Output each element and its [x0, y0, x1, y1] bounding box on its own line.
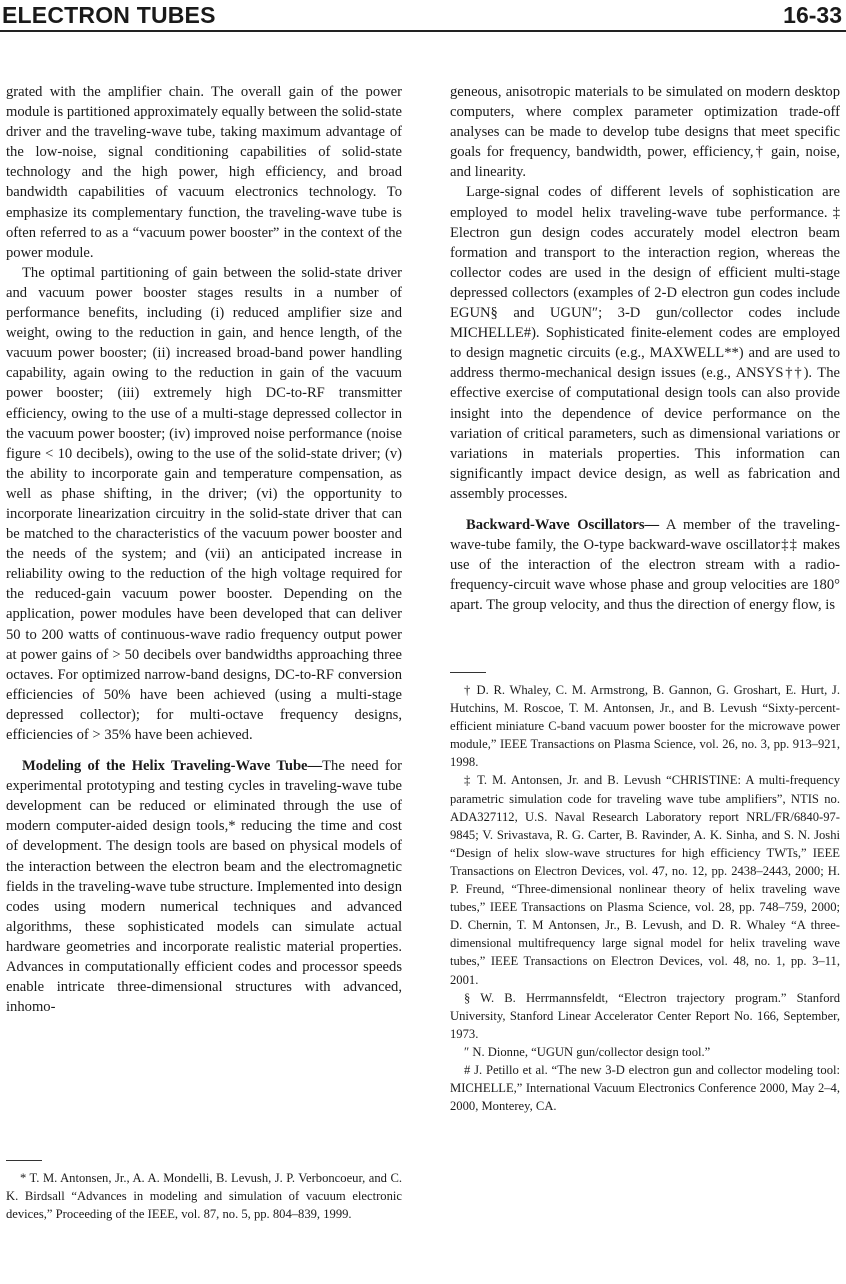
body-paragraph: grated with the amplifier chain. The overall gain of the power module is partitioned approximately equally between the solid-state driver and the traveling-wave tube, taking maximum advantage of the low-noise, signal conditioning capabilities of solid-state technology and the high power, high efficiency, and broad bandwidth capabilities of vacuum electronics technology. To emphasize its complementary function, the traveling-wave tube is often referred to as a “vacuum power booster” in the context of the power module. — [6, 84, 402, 261]
header-rule — [0, 30, 846, 32]
section-title: ELECTRON TUBES — [2, 2, 216, 28]
left-column — [6, 82, 402, 1017]
footnote: ‡ T. M. Antonsen, Jr. and B. Levush “CHRISTINE: A multi-frequency parametric simulation code for traveling wave tube amplifiers”, NTIS no. ADA327112, U.S. Naval Research Laboratory report NRL/FR/6840-97-9845; V. Srivastava, R. G. Carter, B. Ravinder, A. K. Sinha, and S. N. Joshi “Design of helix slow-wave structures for high efficiency TWTs,” IEEE Transactions on Electron Devices, vol. 47, no. 12, pp. 2438–2443, 2000; H. P. Freund, “Three-dimensional nonlinear theory of helix traveling wave tubes,” IEEE Transactions on Plasma Science, vol. 28, pp. 748–759, 2000; D. Chernin, T. M Antonsen, Jr., B. Levush, and D. R. Whaley “A three-dimensional multifrequency large signal model for helix traveling wave tubes,” IEEE Transactions on Electron Devices, vol. 48, no. 1, pp. 3–11, 2001. — [450, 773, 840, 987]
body-paragraph: Large-signal codes of different levels of sophistication are employed to model helix traveling-wave tube performance.‡ Electron gun design codes accurately model electron beam formation and transport to the interaction region, whereas the collector codes are used in the design of efficient multi-stage depressed collectors (examples of 2-D electron gun codes include EGUN§ and UGUN″; 3-D gun/collector codes include MICHELLE#). Sophisticated finite-element codes are employed to design magnetic circuits (e.g., MAXWELL**) and are used to address thermo-mechanical design issues (e.g., ANSYS††). The effective exercise of computational design tools can also provide insight into the dependence of device performance on the variation of critical parameters, such as dimensional variations or variations in materials properties. This information can significantly impact device design, as well as fabrication and assembly processes. — [450, 184, 840, 502]
footnote: ″ N. Dionne, “UGUN gun/collector design tool.” — [464, 1044, 711, 1059]
footnote: * T. M. Antonsen, Jr., A. A. Mondelli, B. Levush, J. P. Verboncoeur, and C. K. Birdsall “Advances in modeling and simulation of vacuum electronic devices,” Proceeding of the IEEE, vol. 87, no. 5, pp. 804–839, 1999. — [6, 1171, 402, 1222]
section-text: The need for experimental prototyping and testing cycles in traveling-wave tube development can be reduced or eliminated through the use of modern computer-aided design tools,* reducing the time and cost of development. The design tools are based on physical models of the interaction between the electron beam and the electromagnetic fields in the traveling-wave tube structure. Implemented into design codes using modern numerical techniques and advanced algorithms, these sophisticated models can simulate actual hardware geometries and incorporate realistic material properties. Advances in computationally efficient codes and processor speeds enable intricate three-dimensional structures with advanced, inhomo- — [6, 758, 402, 1016]
footnote: # J. Petillo et al. “The new 3-D electron gun and collector modeling tool: MICHELLE,” International Vacuum Electronics Conference 2000, May 2–4, 2000, Monterey, CA. — [450, 1062, 840, 1114]
section-heading: Modeling of the Helix Traveling-Wave Tube— — [22, 758, 323, 775]
body-paragraph: geneous, anisotropic materials to be simulated on modern desktop computers, where complex parameter optimization trade-off analyses can be made to develop tube designs that meet specific goals for frequency, bandwidth, power, efficiency,† gain, noise, and linearity. — [450, 84, 840, 181]
right-column — [450, 82, 840, 615]
footnote: † D. R. Whaley, C. M. Armstrong, B. Gannon, G. Groshart, E. Hurt, J. Hutchins, M. Roscoe, T. M. Antonsen, Jr., and B. Levush “Sixty-percent-efficient miniature C-band vacuum power booster for the microwave power module,” IEEE Transactions on Plasma Science, vol. 26, no. 3, pp. 913–921, 1998. — [450, 683, 840, 770]
section-heading: Backward-Wave Oscillators— — [466, 516, 660, 533]
footnote-rule — [450, 672, 486, 673]
footnote: § W. B. Herrmannsfeldt, “Electron trajectory program.” Stanford University, Stanford Linear Accelerator Center Report No. 166, September, 1973. — [450, 990, 840, 1041]
section-paragraph — [6, 756, 402, 1017]
footnote-rule — [6, 1160, 42, 1161]
left-footnotes — [6, 1160, 402, 1223]
section-paragraph — [450, 515, 840, 615]
right-footnotes — [450, 672, 840, 1115]
section-text: A member of the traveling-wave-tube family, the O-type backward-wave oscillator‡‡ makes use of the interaction of the electron stream with a radio-frequency-circuit wave whose phase and group velocities are 180° apart. The group velocity, and thus the direction of energy flow, is — [450, 516, 841, 614]
running-header — [0, 0, 846, 34]
body-paragraph: The optimal partitioning of gain between the solid-state driver and vacuum power booster stages results in a number of performance benefits, including (i) reduced amplifier size and weight, owing to the reduction in gain, and hence length, of the vacuum power booster; (ii) increased broad-band power handling capability, again owing to the reduction in gain of the vacuum power booster; (iii) extremely high DC-to-RF transmitter efficiency, owing to the use of a multi-stage depressed collector in the vacuum power booster; (iv) improved noise performance (noise figure < 10 decibels), owing to the use of the solid-state driver; (v) the ability to incorporate gain and temperature compensation, as well as phase shifting, in the driver; (vi) the opportunity to incorporate linearization circuitry in the solid-state driver that can be matched to the characteristics of the vacuum power booster and the needs of the system; and (vii) an anticipated increase in reliability owing to the reduction of the high voltage required for the reduced-gain vacuum power booster. Depending on the application, power modules have been developed that can deliver 50 to 200 watts of continuous-wave radio frequency output power at power gains of > 50 decibels over bandwidths approaching three octaves. For optimized narrow-band designs, DC-to-RF conversion efficiencies of 50% have been achieved (using a multi-stage depressed collector); for multi-octave frequency designs, efficiencies of > 35% have been achieved. — [6, 264, 402, 743]
page-number: 16-33 — [783, 2, 842, 28]
